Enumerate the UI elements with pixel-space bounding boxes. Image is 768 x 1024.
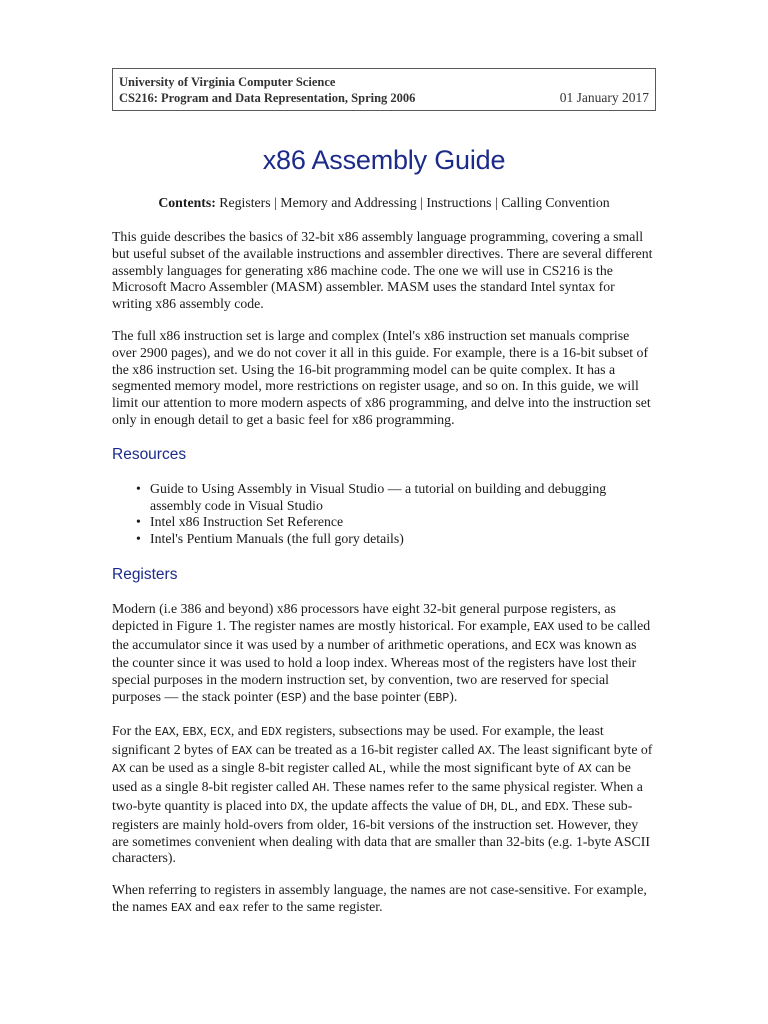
- bullet-icon: •: [136, 480, 141, 496]
- institution-name: University of Virginia Computer Science: [119, 75, 336, 89]
- intro-paragraph-1: This guide describes the basics of 32-bit x86 assembly language programming, covering a small but useful subset of the available instructions and assembler directives. There are several different assembly languages for generating x86 machine code. The one we will use in CS216 is the Microsoft Macro Assembler (MASM) assembler. MASM uses the standard Intel syntax for writing x86 assembly code.: [112, 229, 653, 312]
- bullet-icon: •: [136, 514, 141, 530]
- registers-paragraph-2: For the EAX, EBX, ECX, and EDX registers, subsections may be used. For example, the least significant 2 bytes of EAX can be treated as a 16-bit register called AX. The least significant byte of AX can be used as a single 8-bit register called AL, while the most significant byte of AX can be used as a single 8-bit register called AH. These names refer to the same physical register. When a two-byte quantity is placed into DX, the update affects the value of DH, DL, and EDX. These sub-registers are mainly hold-overs from older, 16-bit versions of the instruction set. However, they are sometimes convenient when dealing with data that are smaller than 32-bits (e.g. 1-byte ASCII characters).: [112, 722, 653, 866]
- contents-link-registers[interactable]: Registers: [219, 195, 271, 210]
- bullet-icon: •: [136, 531, 141, 547]
- contents-link-calling-convention[interactable]: Calling Convention: [501, 195, 610, 210]
- resource-item-instruction-set-reference[interactable]: [136, 514, 656, 531]
- resources-list: [112, 481, 656, 548]
- table-of-contents: [112, 194, 656, 212]
- contents-label: Contents:: [158, 195, 216, 210]
- course-header: [112, 68, 656, 111]
- header-date: 01 January 2017: [559, 90, 649, 105]
- course-name: CS216: Program and Data Representation, Spring 2006: [119, 91, 416, 105]
- contents-link-memory-addressing[interactable]: Memory and Addressing: [280, 195, 417, 210]
- document-page: [112, 68, 656, 918]
- contents-link-instructions[interactable]: Instructions: [426, 195, 492, 210]
- resource-item-label: Intel's Pentium Manuals (the full gory details): [150, 531, 404, 547]
- contents-separator: |: [270, 195, 281, 210]
- intro-paragraph-2: The full x86 instruction set is large and complex (Intel's x86 instruction set manuals comprise over 2900 pages), and we do not cover it all in this guide. For example, there is a 16-bit subset of the x86 instruction set. Using the 16-bit programming model can be quite complex. It has a segmented memory model, more restrictions on register usage, and so on. In this guide, we will limit our attention to more modern aspects of x86 programming, and delve into the instruction set only in enough detail to get a basic feel for x86 programming.: [112, 327, 651, 427]
- resources-heading: Resources: [112, 445, 187, 463]
- registers-paragraph-1: Modern (i.e 386 and beyond) x86 processors have eight 32-bit general purpose registers, as depicted in Figure 1. The register names are mostly historical. For example, EAX used to be called the accumulator since it was used by a number of arithmetic operations, and ECX was known as the counter since it was used to hold a loop index. Whereas most of the registers have lost their special purposes in the modern instruction set, by convention, two are reserved for special purposes — the stack pointer (ESP) and the base pointer (EBP).: [112, 600, 651, 705]
- page-title: x86 Assembly Guide: [262, 145, 506, 175]
- registers-heading: Registers: [112, 565, 178, 583]
- resource-item-pentium-manuals[interactable]: [136, 531, 656, 548]
- resource-item-label: Intel x86 Instruction Set Reference: [150, 514, 344, 530]
- contents-separator: |: [491, 195, 502, 210]
- registers-paragraph-3: When referring to registers in assembly language, the names are not case-sensitive. For example, the names EAX and eax refer to the same register.: [112, 882, 647, 915]
- resource-item-label: Guide to Using Assembly in Visual Studio — a tutorial on building and debugging assembly code in Visual Studio: [150, 480, 607, 513]
- contents-separator: |: [416, 195, 427, 210]
- resource-item-visual-studio-guide[interactable]: [136, 480, 656, 515]
